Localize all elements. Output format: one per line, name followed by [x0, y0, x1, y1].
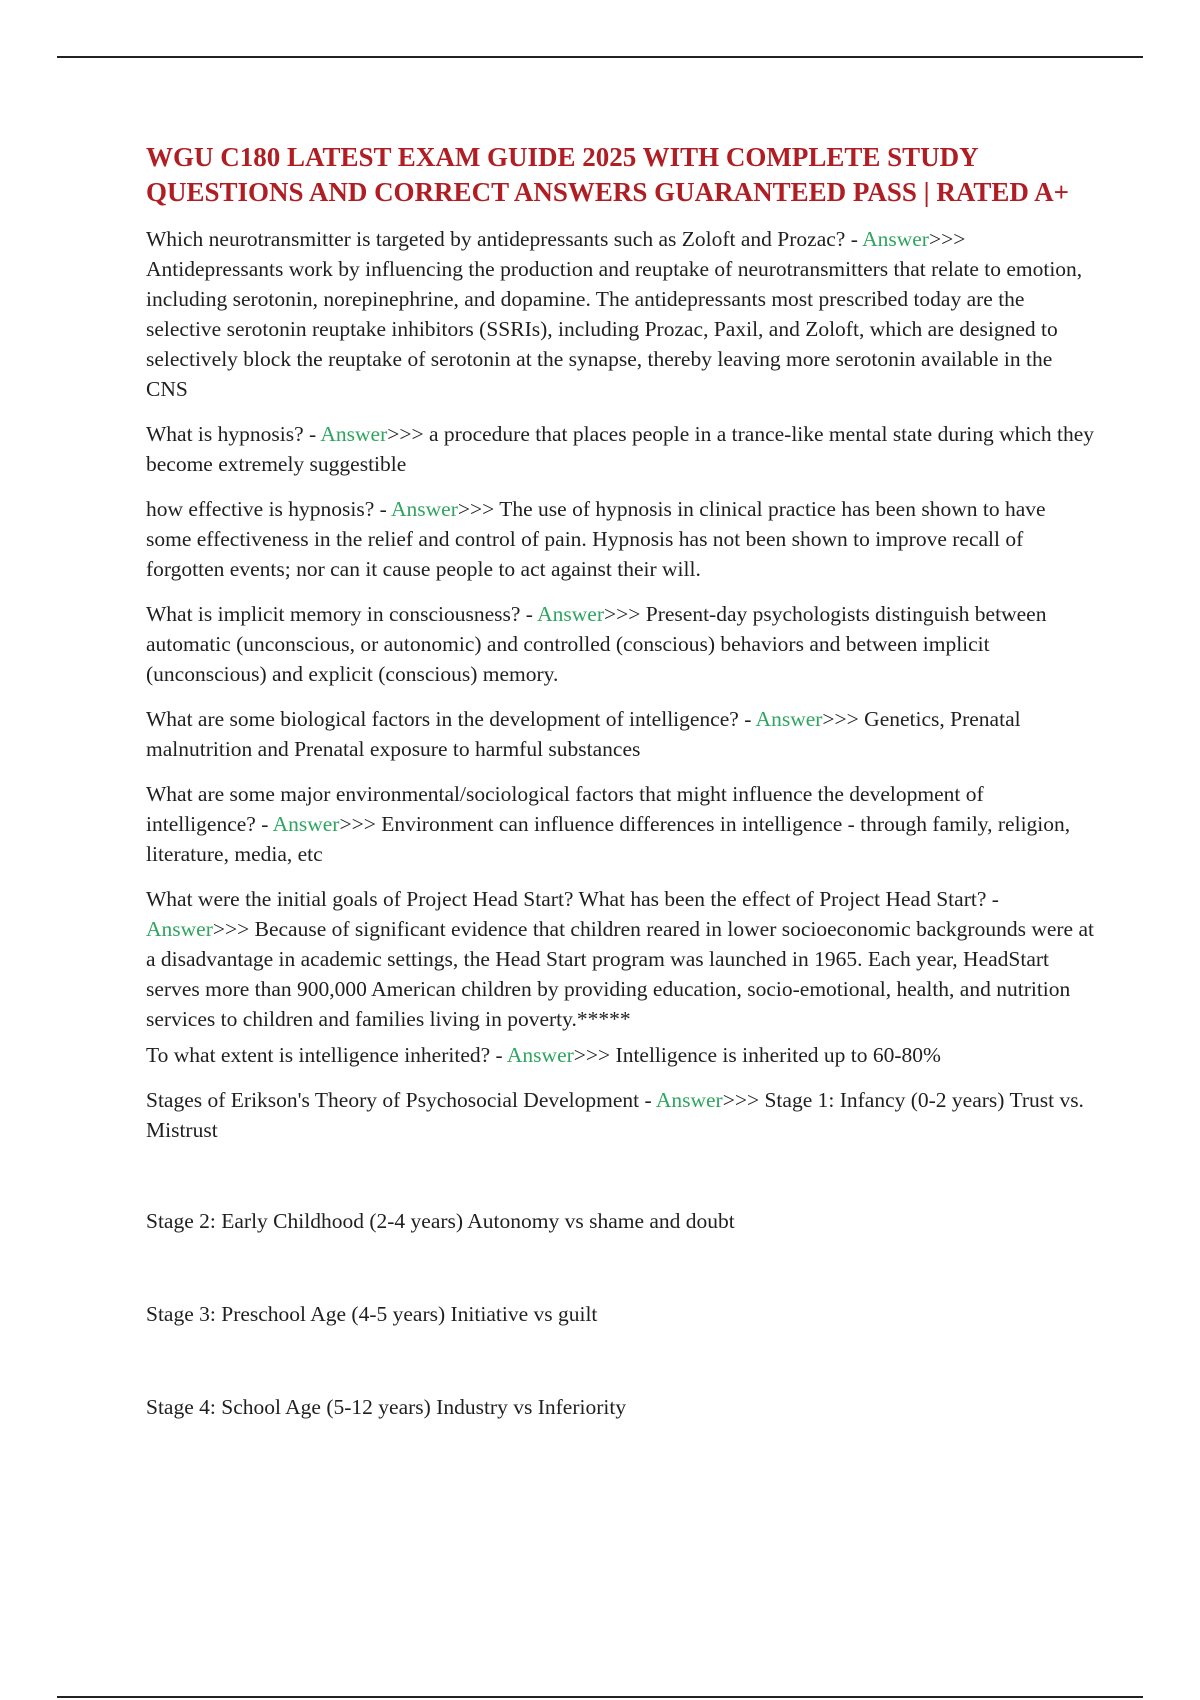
- answer-text: >>> The use of hypnosis in clinical practice has been shown to have some effectiveness in the relief and control of pain. Hypnosis has not been shown to improve recall of forgotten events; nor can it cause people to act against their will.: [146, 497, 1046, 581]
- answer-label: Answer: [537, 602, 604, 626]
- bottom-rule: [57, 1696, 1143, 1698]
- question-text: Which neurotransmitter is targeted by antidepressants such as Zoloft and Prozac? -: [146, 227, 863, 251]
- answer-label: Answer: [755, 707, 823, 731]
- stage-3-line: Stage 3: Preschool Age (4-5 years) Initiative vs guilt: [146, 1302, 598, 1326]
- answer-text: >>> Stage 1: Infancy (0-2 years) Trust vs. Mistrust: [146, 1088, 1084, 1142]
- stage-4-line: Stage 4: School Age (5-12 years) Industry vs Inferiority: [146, 1395, 627, 1419]
- answer-text: >>> Environment can influence differences in intelligence - through family, religion, literature, media, etc: [146, 812, 1071, 866]
- stage-2-line: Stage 2: Early Childhood (2-4 years) Autonomy vs shame and doubt: [146, 1209, 735, 1233]
- question-text: Stages of Erikson's Theory of Psychosocial Development -: [146, 1088, 656, 1112]
- qa-item-1: [146, 224, 1096, 404]
- question-text: What were the initial goals of Project Head Start? What has been the effect of Project Head Start? -: [146, 887, 999, 911]
- answer-label: Answer: [391, 497, 458, 521]
- answer-text: >>> a procedure that places people in a trance-like mental state during which they become extremely suggestible: [146, 422, 1095, 476]
- qa-item-9: [146, 1085, 1096, 1145]
- answer-text: >>> Intelligence is inherited up to 60-80%: [573, 1043, 941, 1067]
- answer-text: >>> Antidepressants work by influencing the production and reuptake of neurotransmitters that relate to emotion, including serotonin, norepinephrine, and dopamine. The antidepressants most prescribed today are the selective serotonin reuptake inhibitors (SSRIs), including Prozac, Paxil, and Zoloft, which are designed to selectively block the reuptake of serotonin at the synapse, thereby leaving more serotonin available in the CNS: [146, 227, 1083, 401]
- answer-text: >>> Because of significant evidence that children reared in lower socioeconomic backgrounds were at a disadvantage in academic settings, the Head Start program was launched in 1965. Each year, HeadStart serves more than 900,000 American children by providing education, socio-emotional, health, and nutrition services to children and families living in poverty.*****: [146, 917, 1094, 1031]
- top-rule: [57, 56, 1143, 58]
- question-text: What is implicit memory in consciousness? -: [146, 602, 538, 626]
- qa-item-5: [146, 704, 1096, 764]
- question-text: To what extent is intelligence inherited? -: [146, 1043, 507, 1067]
- answer-label: Answer: [146, 917, 213, 941]
- answer-label: Answer: [655, 1088, 723, 1112]
- document-title: WGU C180 LATEST EXAM GUIDE 2025 WITH COMPLETE STUDY QUESTIONS AND CORRECT ANSWERS GUARANTEED PASS | RATED A+: [146, 142, 1070, 207]
- qa-item-7: [146, 884, 1096, 1034]
- qa-item-6: [146, 779, 1096, 869]
- answer-text: >>> Genetics, Prenatal malnutrition and Prenatal exposure to harmful substances: [146, 707, 1021, 761]
- answer-label: Answer: [506, 1043, 574, 1067]
- answer-label: Answer: [320, 422, 388, 446]
- qa-item-3: [146, 494, 1096, 584]
- qa-item-2: [146, 419, 1096, 479]
- answer-label: Answer: [862, 227, 929, 251]
- answer-label: Answer: [272, 812, 340, 836]
- qa-item-8: [146, 1040, 1096, 1070]
- question-text: What are some major environmental/sociological factors that might influence the development of intelligence? -: [146, 782, 984, 836]
- document-body: [146, 140, 1096, 1422]
- qa-item-4: [146, 599, 1096, 689]
- question-text: What are some biological factors in the development of intelligence? -: [146, 707, 756, 731]
- question-text: What is hypnosis? -: [146, 422, 321, 446]
- question-text: how effective is hypnosis? -: [146, 497, 392, 521]
- answer-text: >>> Present-day psychologists distinguish between automatic (unconscious, or autonomic) and controlled (conscious) behaviors and between implicit (unconscious) and explicit (conscious) memory.: [146, 602, 1047, 686]
